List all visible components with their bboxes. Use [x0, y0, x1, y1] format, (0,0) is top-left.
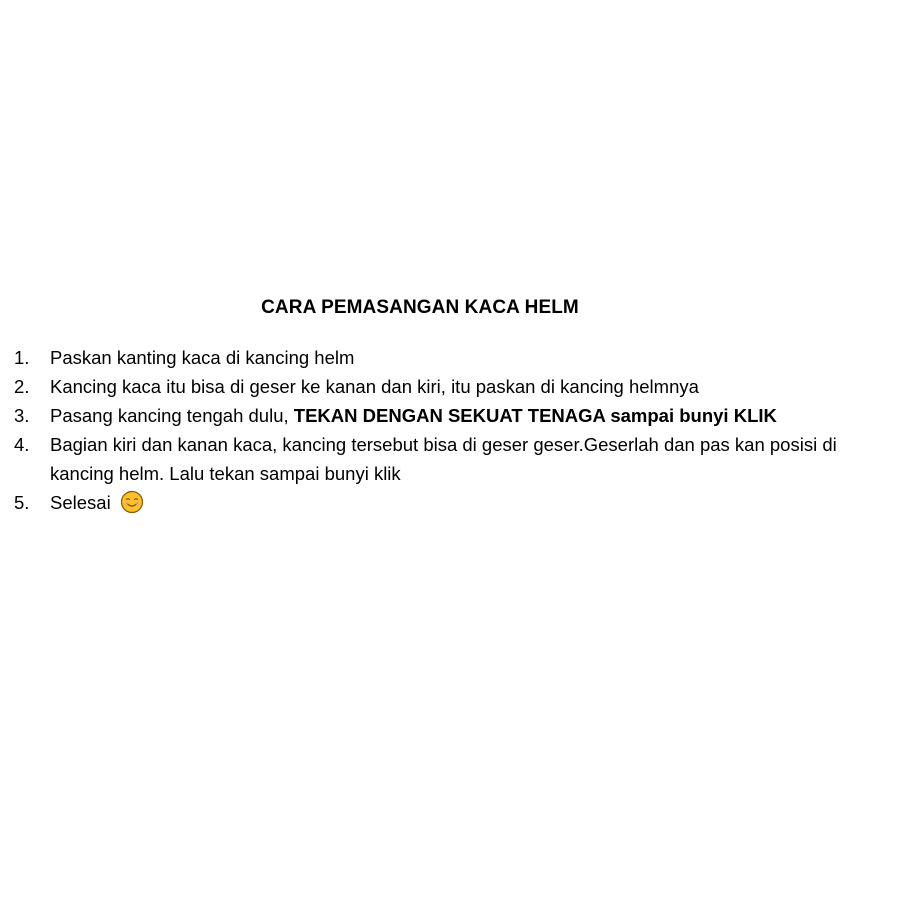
document-title: CARA PEMASANGAN KACA HELM — [261, 297, 579, 318]
list-item — [14, 372, 894, 401]
smiling-face-icon — [120, 490, 144, 514]
step-number: 1. — [14, 347, 30, 368]
step-number: 3. — [14, 405, 30, 426]
step-number: 5. — [14, 492, 30, 513]
step-text: Selesai — [50, 492, 111, 513]
steps-list — [14, 343, 894, 517]
step-number: 4. — [14, 434, 30, 455]
list-item — [14, 343, 894, 372]
list-item — [14, 488, 894, 517]
step-text: Paskan kanting kaca di kancing helm — [50, 347, 355, 368]
list-item — [14, 430, 894, 488]
step-text: Pasang kancing tengah dulu, — [50, 405, 294, 426]
step-number: 2. — [14, 376, 30, 397]
list-item — [14, 401, 894, 430]
step-text: Kancing kaca itu bisa di geser ke kanan dan kiri, itu paskan di kancing helmnya — [50, 376, 699, 397]
step-text: Bagian kiri dan kanan kaca, kancing tersebut bisa di geser geser.Geserlah dan pas kan posisi di kancing helm. Lalu tekan sampai bunyi klik — [50, 434, 837, 484]
step-emphasis-text: TEKAN DENGAN SEKUAT TENAGA sampai bunyi KLIK — [293, 405, 777, 426]
